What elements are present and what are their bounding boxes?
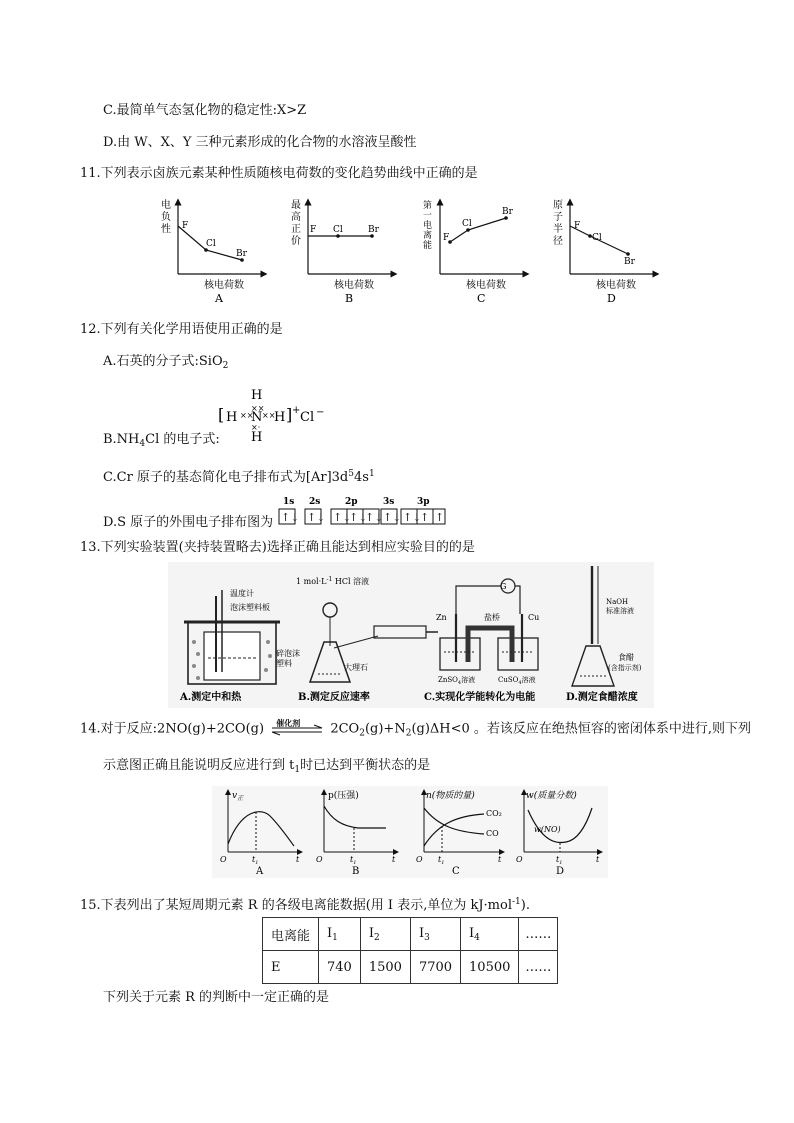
label-zn: Zn xyxy=(436,613,447,622)
q11a-ylabel-3: 性 xyxy=(161,224,171,235)
caption-a: A.测定中和热 xyxy=(180,692,242,703)
q11a-ylabel-2: 负 xyxy=(161,212,171,223)
caption-b: B.测定反应速率 xyxy=(298,692,370,703)
table-header-cell: …… xyxy=(519,918,558,951)
q14-stem-post2: (g)+N xyxy=(364,721,406,737)
svg-text:[: [ xyxy=(218,405,225,424)
q14d-letter: D xyxy=(556,866,565,877)
lewis-plus: + xyxy=(292,405,301,416)
q12c-text: C.Cr 原子的基态简化电子排布式为[Ar]3d xyxy=(103,470,349,485)
table-header-cell: $I_2$ xyxy=(360,918,410,951)
q14-stem xyxy=(80,720,751,743)
q11c-ylabel-1: 第 xyxy=(423,201,433,211)
lewis-h-bottom: H xyxy=(251,430,263,445)
q12a-text: A.石英的分子式:SiO xyxy=(103,354,223,369)
q15-stem xyxy=(80,893,530,915)
q11a-letter: A xyxy=(215,292,223,305)
q11d-ylabel-1: 原 xyxy=(553,200,563,211)
q15-follow-up: 下列关于元素 R 的判断中一定正确的是 xyxy=(103,990,330,1005)
label-foam-board: 泡沫塑料板 xyxy=(230,603,270,612)
caption-c: C.实现化学能转化为电能 xyxy=(424,692,536,703)
q11c-label-br: Br xyxy=(502,207,513,217)
q14d-t: t xyxy=(596,855,600,864)
lewis-h-top: H xyxy=(251,388,263,403)
q14-stem-pre: 14.对于反应:2NO(g)+2CO(g) xyxy=(80,721,265,737)
q14d-t1: t xyxy=(556,855,560,864)
q11d-xlabel: 核电荷数 xyxy=(596,280,636,291)
catalyst-label: 催化剂 xyxy=(276,718,301,728)
svg-text:××: ×× xyxy=(251,404,265,413)
q11c-label-cl: Cl xyxy=(462,219,472,229)
q11d-ylabel-2: 子 xyxy=(553,212,563,223)
q11b-label-cl: Cl xyxy=(333,225,343,235)
q11b-label-f: F xyxy=(310,225,317,235)
svg-text:↑↓: ↑↓ xyxy=(333,511,352,524)
svg-text:↑↓: ↑↓ xyxy=(383,511,402,524)
q11-stem: 11.下列表示卤族元素某种性质随核电荷数的变化趋势曲线中正确的是 xyxy=(80,166,478,181)
s-orbital-diagram xyxy=(277,494,449,528)
orbital-2p-label: 2p xyxy=(345,497,358,507)
svg-text:↑↓: ↑↓ xyxy=(403,511,422,524)
q10-option-d: D.由 W、X、Y 三种元素形成的化合物的水溶液呈酸性 xyxy=(103,135,417,150)
q14-stem-post3: (g)ΔH<0 。若该反应在绝热恒容的密闭体系中进行,则下列 xyxy=(411,721,752,737)
lewis-cl: Cl xyxy=(300,410,315,425)
q11c-xlabel: 核电荷数 xyxy=(466,280,506,291)
q14d-t1-sub: 1 xyxy=(559,860,563,866)
catalyst-arrow xyxy=(268,720,326,738)
q11a-label-cl: Cl xyxy=(206,239,216,249)
q12b-subscript: 4 xyxy=(139,439,146,449)
table-header-cell: 电离能 xyxy=(263,918,319,951)
svg-text:↑↓: ↑↓ xyxy=(307,511,326,524)
q11c-ylabel-2: 一 xyxy=(423,211,433,221)
table-header-row xyxy=(263,918,558,951)
q12c-text-mid: 4s xyxy=(353,470,369,485)
lewis-h-left: H xyxy=(226,410,238,425)
label-hcl: 1 $mol\cdot L^{-1}$ HCl 溶液 xyxy=(296,576,370,586)
q14a-origin: O xyxy=(220,855,227,864)
q14b-ylabel: p(压强) xyxy=(328,791,359,801)
q12-option-a xyxy=(103,353,228,375)
label-salt-bridge: 盐桥 xyxy=(484,613,500,622)
q11b-ylabel-3: 正 xyxy=(291,224,301,235)
svg-text:↑↓: ↑↓ xyxy=(281,511,300,524)
q12c-sup-2: 1 xyxy=(368,469,375,479)
q14-stem-line2 xyxy=(103,757,430,779)
q14-t1-sub: 1 xyxy=(294,765,301,775)
q15-stem-pre: 15.下表列出了某短周期元素 R 的各级电离能数据(用 I 表示,单位为 kJ·mol xyxy=(80,898,512,913)
q11b-letter: B xyxy=(345,292,354,305)
q12-option-c xyxy=(103,465,375,487)
q14a-ysub: 正 xyxy=(237,795,244,802)
svg-text:↑↓: ↑↓ xyxy=(365,511,384,524)
q11b-ylabel-4: 价 xyxy=(291,236,301,247)
svg-text:↑: ↑ xyxy=(420,511,430,524)
orbital-3s-label: 3s xyxy=(383,497,395,507)
q14-sub-co2: 2 xyxy=(359,728,365,739)
q11d-letter: D xyxy=(607,292,616,305)
q12c-sup-1: 5 xyxy=(348,469,354,479)
table-cell: E xyxy=(263,951,319,984)
q11b-ylabel-2: 高 xyxy=(291,212,301,223)
q14b-t: t xyxy=(392,855,396,864)
q14c-series-co: CO xyxy=(486,829,499,838)
q11-graphs xyxy=(160,196,680,308)
table-cell: 740 xyxy=(319,951,361,984)
orbital-1s-label: 1s xyxy=(283,497,295,507)
q14c-t1: t xyxy=(438,855,442,864)
orbital-2s-label: 2s xyxy=(309,497,321,507)
q11b-label-br: Br xyxy=(368,225,379,235)
label-vinegar-2: (含指示剂) xyxy=(608,664,642,672)
table-cell: 7700 xyxy=(410,951,460,984)
lewis-minus: − xyxy=(316,407,325,418)
caption-d: D.测定食醋浓度 xyxy=(566,692,638,703)
q11d-ylabel-4: 径 xyxy=(553,236,563,247)
q12b-text: B.NH xyxy=(103,432,140,447)
q11-graph-c xyxy=(423,199,526,305)
q11d-label-br: Br xyxy=(624,257,635,267)
q10-option-c: C.最简单气态氢化物的稳定性:X>Z xyxy=(103,103,307,118)
q14b-origin: O xyxy=(316,855,323,864)
svg-text:××: ×× xyxy=(240,411,254,420)
q14-sub-n2: 2 xyxy=(405,728,412,739)
q11-graph-d xyxy=(553,199,656,305)
q12-stem: 12.下列有关化学用语使用正确的是 xyxy=(80,322,283,337)
label-znso4: ZnSO$_4$溶液 xyxy=(438,676,476,686)
q11-graph-b xyxy=(291,199,394,305)
q14a-ylabel: v xyxy=(232,791,238,801)
q14a-t1: t xyxy=(252,855,256,864)
svg-text:↑: ↑ xyxy=(435,511,445,524)
q14d-ylabel: w(质量分数) xyxy=(526,791,577,801)
table-cell: 1500 xyxy=(360,951,410,984)
q14a-letter: A xyxy=(256,866,264,877)
q14a-t: t xyxy=(296,855,300,864)
q11d-label-cl: Cl xyxy=(592,233,602,243)
q14c-origin: O xyxy=(416,855,423,864)
q12a-subscript: 2 xyxy=(222,361,229,371)
lewis-h-right: H xyxy=(274,410,286,425)
label-galvanometer: G xyxy=(500,582,507,591)
nh4cl-lewis-structure xyxy=(216,387,336,445)
svg-text:×·: ×· xyxy=(251,423,261,432)
lewis-n: N xyxy=(251,410,263,425)
q11c-ylabel-3: 电 xyxy=(423,221,433,231)
q14c-t1-sub: 1 xyxy=(441,860,445,866)
q14-line2-post: 时已达到平衡状态的是 xyxy=(300,758,431,773)
table-row xyxy=(263,951,558,984)
label-foam-1: 碎泡沫 xyxy=(276,649,300,658)
label-naoh-1: NaOH xyxy=(606,598,629,606)
q11a-ylabel-1: 电 xyxy=(161,200,171,211)
label-marble: 大理石 xyxy=(344,663,368,672)
orbital-3p-label: 3p xyxy=(417,497,430,507)
q11d-label-f: F xyxy=(574,221,581,231)
table-cell: 10500 xyxy=(461,951,519,984)
table-header-cell: $I_3$ xyxy=(410,918,460,951)
label-cuso4: CuSO$_4$溶液 xyxy=(498,676,536,686)
q11a-label-f: F xyxy=(182,221,189,231)
q11c-letter: C xyxy=(477,292,486,305)
table-header-cell: $I_1$ xyxy=(319,918,361,951)
label-foam-2: 塑料 xyxy=(276,659,292,668)
table-header-cell: $I_4$ xyxy=(461,918,519,951)
q14b-letter: B xyxy=(352,866,360,877)
q15-stem-sup: -1 xyxy=(512,897,521,907)
q11c-ylabel-5: 能 xyxy=(423,241,433,251)
q12-option-b xyxy=(103,431,220,453)
label-thermometer: 温度计 xyxy=(230,589,254,598)
q14d-origin: O xyxy=(516,855,523,864)
q11a-label-br: Br xyxy=(236,249,247,259)
svg-text:]: ] xyxy=(286,405,293,424)
label-naoh-2: 标准溶液 xyxy=(606,607,634,615)
q14c-ylabel: n(物质的量) xyxy=(426,791,475,801)
q14c-letter: C xyxy=(452,866,460,877)
q14c-series-co2: CO₂ xyxy=(486,809,502,818)
svg-text:↑↓: ↑↓ xyxy=(349,511,368,524)
svg-text:××: ×× xyxy=(262,411,276,420)
q11b-ylabel-1: 最 xyxy=(291,200,301,211)
q12b-text-post: Cl 的电子式: xyxy=(145,432,220,447)
q11c-ylabel-4: 离 xyxy=(423,231,433,241)
q13-stem: 13.下列实验装置(夹持装置略去)选择正确且能达到相应实验目的的是 xyxy=(80,540,475,555)
q11c-label-f: F xyxy=(443,233,450,243)
label-vinegar-1: 食醋 xyxy=(618,653,634,662)
q14a-t1-sub: 1 xyxy=(255,860,259,866)
q13-apparatus xyxy=(168,562,654,708)
label-cu: Cu xyxy=(528,613,540,622)
q14d-series-wno: w(NO) xyxy=(534,825,561,834)
q14b-t1: t xyxy=(350,855,354,864)
ionization-energy-table xyxy=(262,917,558,984)
q14b-t1-sub: 1 xyxy=(353,860,357,866)
q12-option-d: D.S 原子的外围电子排布图为 xyxy=(103,515,274,530)
q11-graph-a xyxy=(161,198,264,305)
q14-stem-post: 2CO xyxy=(330,721,360,737)
q11b-xlabel: 核电荷数 xyxy=(334,280,374,291)
q11d-ylabel-3: 半 xyxy=(553,224,563,235)
q15-stem-post: ). xyxy=(520,898,530,913)
q14-graphs xyxy=(212,786,608,878)
table-cell: …… xyxy=(519,951,558,984)
q11a-xlabel: 核电荷数 xyxy=(204,280,244,291)
q14-line2-pre: 示意图正确且能说明反应进行到 t xyxy=(103,758,295,773)
q14c-t: t xyxy=(498,855,502,864)
